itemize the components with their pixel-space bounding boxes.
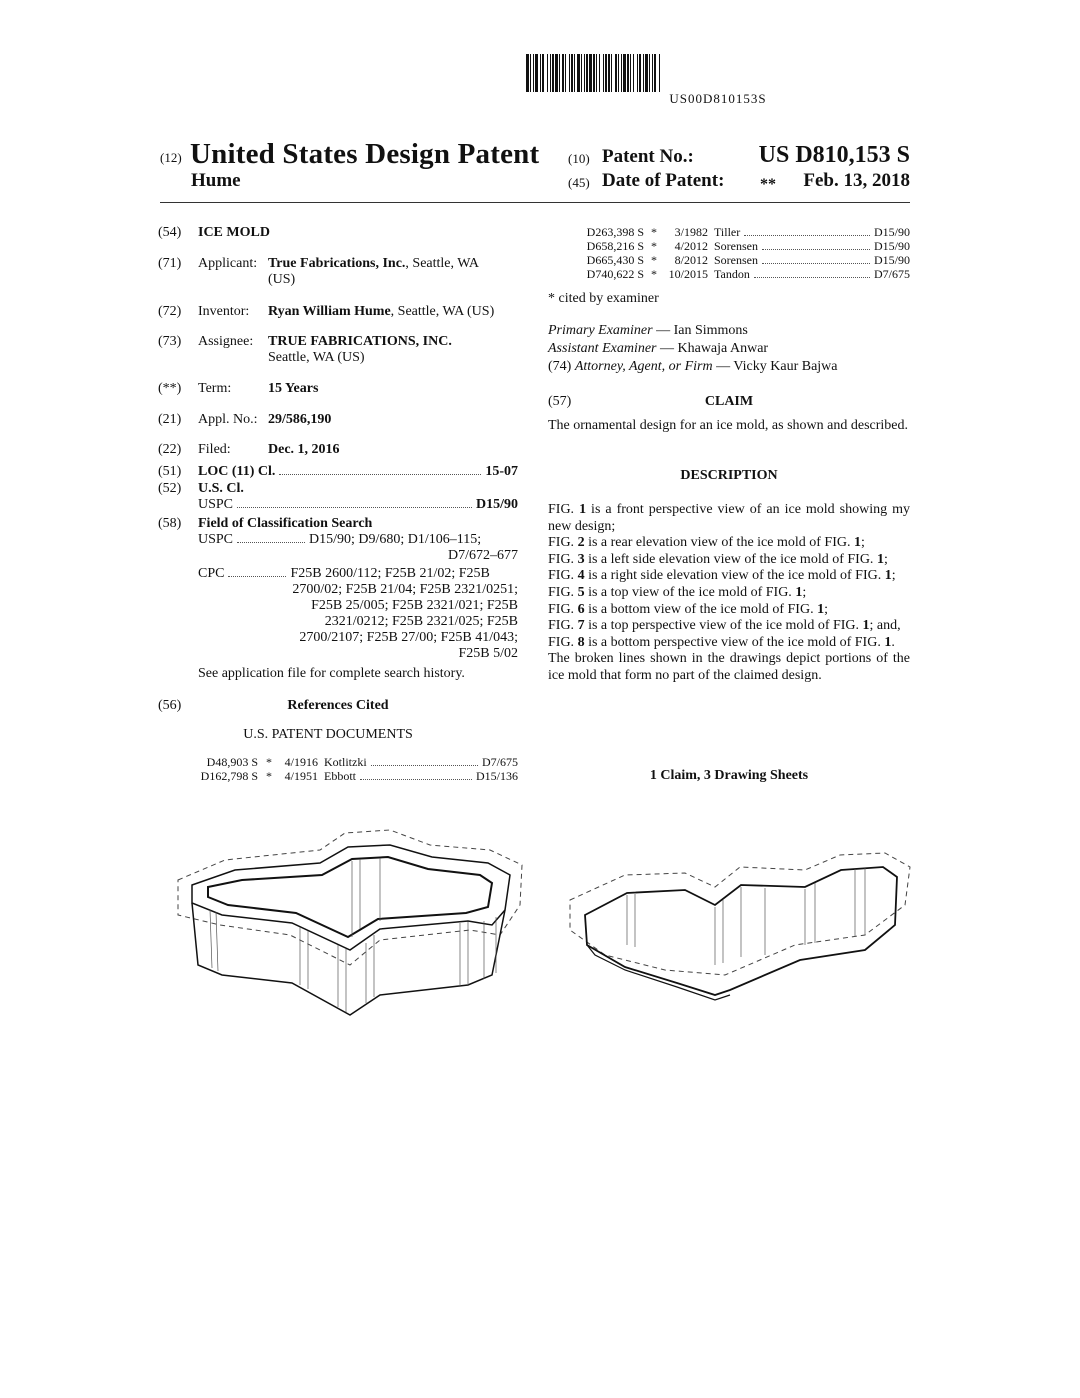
figure-description: FIG. 6 is a bottom view of the ice mold of FIG. 1;: [548, 601, 828, 617]
inventor-location: , Seattle, WA (US): [390, 304, 495, 319]
ref-star: *: [266, 769, 272, 783]
cpc-line: 2321/0212; F25B 2321/025; F25B: [324, 614, 518, 629]
claims-sheets-count: 1 Claim, 3 Drawing Sheets: [649, 768, 809, 783]
primary-examiner-name: Ian Simmons: [673, 323, 748, 338]
inventor-surname: Hume: [191, 170, 241, 191]
barcode-number: US00D810153S: [669, 91, 767, 106]
assignee-name: TRUE FABRICATIONS, INC.: [268, 334, 452, 349]
ref-star: *: [651, 239, 657, 253]
applicant-name: True Fabrications, Inc.: [268, 256, 406, 271]
applicant-location: , Seattle, WA: [405, 256, 480, 271]
barcode: [526, 54, 910, 92]
applicant-country: (US): [268, 272, 296, 287]
ref-class: D15/90: [874, 239, 910, 253]
filed-value: Dec. 1, 2016: [268, 442, 340, 457]
code-72: (72): [158, 304, 182, 319]
ref-star: *: [266, 755, 272, 769]
ref-name: Tandon: [714, 267, 750, 281]
field-cpc-value: F25B 2600/112; F25B 21/02; F25B: [290, 566, 490, 581]
claim-heading: CLAIM: [704, 394, 754, 409]
ref-class: D15/90: [874, 253, 910, 267]
attorney-name: Vicky Kaur Bajwa: [733, 359, 838, 374]
references-table-left: [186, 756, 518, 784]
ref-name: Tiller: [714, 225, 741, 239]
cpc-line: F25B 25/005; F25B 2321/021; F25B: [311, 598, 518, 613]
reference-row: [578, 254, 910, 268]
code-21: (21): [158, 412, 182, 427]
cited-by-examiner-note: * cited by examiner: [548, 291, 659, 306]
figure-description: FIG. 4 is a right side elevation view of the ice mold of FIG. 1;: [548, 568, 896, 584]
us-patent-documents-heading: U.S. PATENT DOCUMENTS: [243, 727, 413, 742]
ref-date: 8/2012: [674, 253, 708, 267]
attorney: (74) Attorney, Agent, or Firm — Vicky Kaur Bajwa: [548, 359, 838, 374]
ref-star: *: [651, 225, 657, 239]
description-heading: DESCRIPTION: [680, 468, 778, 483]
ref-number: D658,216 S: [586, 239, 644, 253]
code-73: (73): [158, 334, 182, 349]
code-54: (54): [158, 225, 182, 240]
code-term: (**): [158, 381, 182, 396]
document-type-title: United States Design Patent: [190, 138, 540, 170]
assistant-examiner-name: Khawaja Anwar: [677, 341, 769, 356]
code-56: (56): [158, 698, 182, 713]
ref-class: D15/136: [476, 769, 518, 783]
cpc-line: F25B 5/02: [458, 646, 518, 661]
ref-date: 4/1916: [284, 755, 318, 769]
field-uspc-label: USPC: [198, 532, 234, 547]
field-uspc-row: [198, 532, 518, 548]
design-title: ICE MOLD: [198, 225, 270, 240]
description-list: [548, 502, 910, 685]
ref-name: Sorensen: [714, 253, 758, 267]
inventor-name: Ryan William Hume: [268, 304, 391, 319]
field-uspc-line2: D7/672–677: [448, 548, 518, 563]
assignee-location: Seattle, WA (US): [268, 350, 365, 365]
applicant-value: [268, 256, 479, 272]
figure-description: FIG. 7 is a top perspective view of the ice mold of FIG. 1; and,: [548, 618, 901, 634]
code-22: (22): [158, 442, 182, 457]
cpc-line: 2700/2107; F25B 27/00; F25B 41/043;: [299, 630, 518, 645]
field-cpc-row: [198, 566, 518, 582]
primary-examiner-label: Primary Examiner: [548, 323, 653, 338]
loc-value: 15-07: [485, 464, 518, 479]
code-45: (45): [568, 175, 590, 190]
code-57: (57): [548, 394, 572, 409]
code-52: (52): [158, 481, 182, 496]
inventor-label: Inventor:: [198, 304, 250, 319]
ref-star: *: [651, 253, 657, 267]
ref-date: 3/1982: [674, 225, 708, 239]
uspc-value: D15/90: [476, 497, 518, 512]
code-51: (51): [158, 464, 182, 479]
reference-row: [186, 770, 518, 784]
claim-text: The ornamental design for an ice mold, as shown and described.: [548, 418, 909, 433]
ref-date: 10/2015: [668, 267, 708, 281]
patent-number-label: Patent No.:: [602, 146, 694, 167]
ref-class: D7/675: [482, 755, 518, 769]
ref-class: D7/675: [874, 267, 910, 281]
code-58: (58): [158, 516, 182, 531]
ref-name: Kotlitzki: [324, 755, 367, 769]
ref-star: *: [651, 267, 657, 281]
barcode-bar: [660, 54, 661, 92]
date-of-patent: Feb. 13, 2018: [803, 170, 910, 191]
header-divider: [160, 202, 910, 203]
us-cl-label: U.S. Cl.: [198, 481, 244, 496]
date-of-patent-label: Date of Patent:: [602, 170, 725, 191]
reference-row: [578, 268, 910, 282]
ref-number: D263,398 S: [586, 225, 644, 239]
search-history-note: See application file for complete search history.: [198, 666, 465, 681]
field-search-label: Field of Classification Search: [198, 516, 373, 531]
figure-description: FIG. 1 is a front perspective view of an ice mold showing my new design;: [548, 502, 910, 534]
figure-description: FIG. 2 is a rear elevation view of the ice mold of FIG. 1;: [548, 535, 865, 551]
primary-examiner: Primary Examiner — Ian Simmons: [548, 323, 748, 338]
field-uspc-value: D15/90; D9/680; D1/106–115;: [309, 532, 482, 547]
ice-mold-front-perspective-drawing: [170, 825, 530, 1035]
code-74: (74): [548, 359, 572, 374]
references-heading: References Cited: [287, 698, 389, 713]
broken-lines-note: The broken lines shown in the drawings depict portions of the ice mold that form no part of the claimed design.: [548, 651, 910, 683]
code-12: (12): [160, 150, 182, 165]
ref-date: 4/1951: [284, 769, 318, 783]
ref-number: D665,430 S: [586, 253, 644, 267]
uspc-row: [198, 497, 518, 513]
assistant-examiner-label: Assistant Examiner: [548, 341, 657, 356]
patent-number: US D810,153 S: [758, 142, 910, 168]
loc-row: [198, 464, 518, 480]
figure-description: FIG. 3 is a left side elevation view of the ice mold of FIG. 1;: [548, 551, 888, 567]
code-71: (71): [158, 256, 182, 271]
code-10: (10): [568, 151, 590, 166]
assignee-label: Assignee:: [198, 334, 254, 349]
references-table-right: [578, 226, 910, 282]
applicant-label: Applicant:: [198, 256, 258, 271]
reference-row: [578, 240, 910, 254]
uspc-label: USPC: [198, 497, 234, 512]
figure-description: FIG. 5 is a top view of the ice mold of FIG. 1;: [548, 584, 807, 600]
ref-number: D162,798 S: [200, 769, 258, 783]
reference-row: [186, 756, 518, 770]
ref-date: 4/2012: [674, 239, 708, 253]
appl-no-label: Appl. No.:: [198, 412, 258, 427]
date-stars: **: [760, 176, 776, 193]
ref-name: Sorensen: [714, 239, 758, 253]
attorney-label: Attorney, Agent, or Firm: [574, 359, 713, 374]
loc-label: LOC (11) Cl.: [198, 464, 276, 479]
inventor-value: [268, 304, 494, 320]
term-label: Term:: [198, 381, 232, 396]
ref-number: D48,903 S: [206, 755, 258, 769]
ref-class: D15/90: [874, 225, 910, 239]
figure-description: FIG. 8 is a bottom perspective view of the ice mold of FIG. 1.: [548, 634, 895, 650]
ice-mold-bottom-perspective-drawing: [565, 845, 915, 1025]
ref-name: Ebbott: [324, 769, 356, 783]
ref-number: D740,622 S: [586, 267, 644, 281]
field-cpc-label: CPC: [198, 566, 225, 581]
cpc-line: 2700/02; F25B 21/04; F25B 2321/0251;: [292, 582, 518, 597]
field-cpc-continuation: [198, 582, 518, 662]
appl-no-value: 29/586,190: [268, 412, 332, 427]
reference-row: [578, 226, 910, 240]
assistant-examiner: Assistant Examiner — Khawaja Anwar: [548, 341, 769, 356]
term-value: 15 Years: [268, 381, 319, 396]
filed-label: Filed:: [198, 442, 231, 457]
